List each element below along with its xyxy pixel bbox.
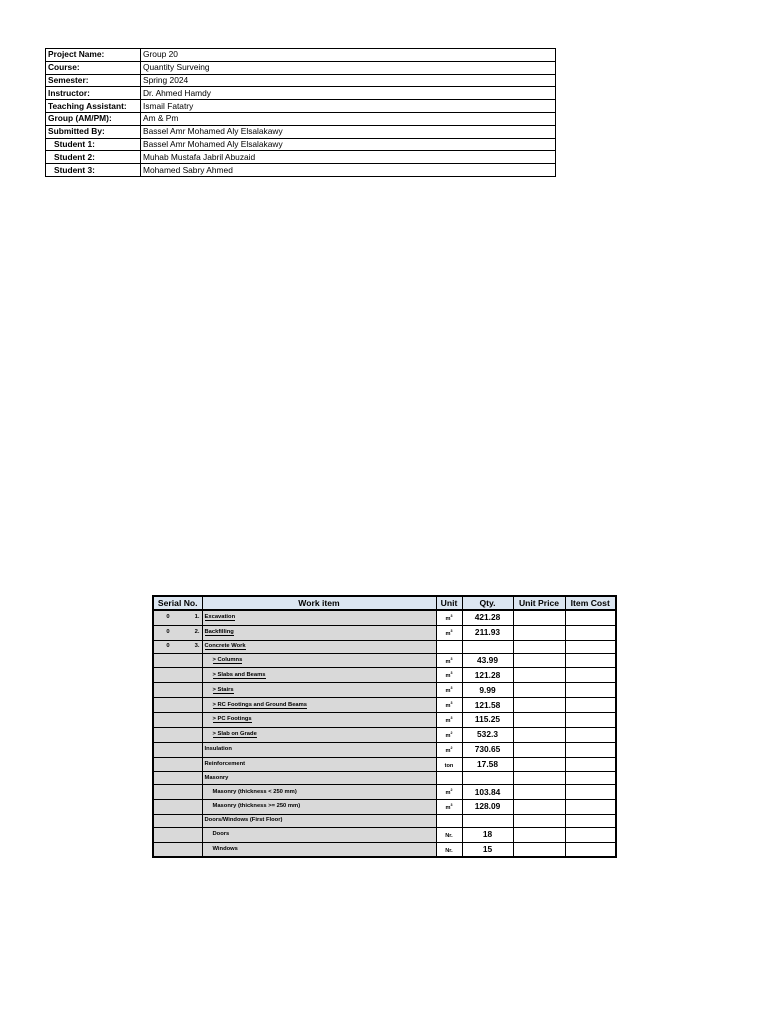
- unit-label: m: [445, 717, 451, 724]
- unit-price-cell[interactable]: [513, 800, 565, 815]
- unit-cell: [436, 800, 462, 815]
- boq-row: [153, 640, 616, 653]
- qty-cell: 43.99: [462, 653, 513, 668]
- info-label: Instructor:: [46, 87, 141, 100]
- boq-row: [153, 610, 616, 625]
- item-cost-cell[interactable]: [565, 683, 616, 698]
- unit-price-header: Unit Price: [513, 596, 565, 610]
- serial-cell: [153, 800, 202, 815]
- unit-exponent: 3: [450, 656, 453, 661]
- unit-label: m: [445, 732, 451, 739]
- work-item-label: > RC Footings and Ground Beams: [212, 701, 308, 708]
- info-row: [46, 138, 556, 151]
- unit-label: m: [445, 804, 451, 811]
- unit-cell: [436, 785, 462, 800]
- unit-cell: [436, 842, 462, 857]
- unit-price-cell[interactable]: [513, 842, 565, 857]
- work-item-cell: [202, 640, 436, 653]
- work-item-label: Doors: [212, 831, 230, 838]
- info-value: Group 20: [141, 49, 556, 62]
- project-info-table: [45, 48, 556, 177]
- unit-price-cell[interactable]: [513, 698, 565, 713]
- unit-cell: [436, 653, 462, 668]
- qty-cell: 15: [462, 842, 513, 857]
- info-label: Course:: [46, 61, 141, 74]
- unit-label: m: [445, 673, 451, 680]
- unit-cell: [436, 625, 462, 640]
- unit-exponent: 3: [450, 686, 453, 691]
- work-item-label: Concrete Work: [204, 643, 246, 650]
- serial-cell: [153, 683, 202, 698]
- unit-label: m: [445, 688, 451, 695]
- item-cost-cell[interactable]: [565, 742, 616, 757]
- info-value: Bassel Amr Mohamed Aly Elsalakawy: [141, 138, 556, 151]
- unit-cell: [436, 757, 462, 772]
- unit-label: m: [445, 615, 451, 622]
- work-item-cell: [202, 814, 436, 827]
- info-label: Student 2:: [46, 151, 141, 164]
- qty-cell: [462, 772, 513, 785]
- boq-header-row: [153, 596, 616, 610]
- unit-label: m: [445, 790, 451, 797]
- info-value: Am & Pm: [141, 112, 556, 125]
- unit-label: m: [445, 658, 451, 665]
- unit-cell: [436, 683, 462, 698]
- unit-exponent: 3: [450, 803, 453, 808]
- unit-label: m: [445, 702, 451, 709]
- item-cost-cell[interactable]: [565, 640, 616, 653]
- serial-cell: [153, 698, 202, 713]
- unit-cell: [436, 814, 462, 827]
- item-cost-cell[interactable]: [565, 698, 616, 713]
- work-item-label: Masonry (thickness >= 250 mm): [212, 803, 301, 810]
- work-item-cell: [202, 668, 436, 683]
- boq-row: [153, 757, 616, 772]
- info-value: Dr. Ahmed Hamdy: [141, 87, 556, 100]
- unit-price-cell[interactable]: [513, 683, 565, 698]
- serial-cell: [153, 785, 202, 800]
- work-item-cell: [202, 712, 436, 727]
- item-cost-cell[interactable]: [565, 757, 616, 772]
- unit-header: Unit: [436, 596, 462, 610]
- info-row: [46, 112, 556, 125]
- item-cost-cell[interactable]: [565, 772, 616, 785]
- serial-zero: 0: [166, 629, 170, 636]
- serial-cell: [153, 653, 202, 668]
- work-item-label: > PC Footings: [212, 716, 252, 723]
- qty-cell: [462, 814, 513, 827]
- info-row: [46, 125, 556, 138]
- unit-exponent: 2: [450, 788, 453, 793]
- item-cost-cell[interactable]: [565, 814, 616, 827]
- unit-price-cell[interactable]: [513, 668, 565, 683]
- item-cost-cell[interactable]: [565, 625, 616, 640]
- serial-cell: [153, 742, 202, 757]
- serial-no-header: Serial No.: [153, 596, 202, 610]
- item-cost-cell[interactable]: [565, 610, 616, 625]
- info-label: Group (AM/PM):: [46, 112, 141, 125]
- boq-row: [153, 800, 616, 815]
- item-cost-cell[interactable]: [565, 727, 616, 742]
- info-label: Submitted By:: [46, 125, 141, 138]
- unit-label: Nr.: [445, 847, 453, 854]
- serial-number: 1.: [194, 614, 200, 621]
- work-item-label: > Slab on Grade: [212, 731, 257, 738]
- unit-price-cell[interactable]: [513, 814, 565, 827]
- unit-cell: [436, 610, 462, 625]
- boq-row: [153, 785, 616, 800]
- serial-number: 3.: [194, 643, 200, 650]
- info-value: Mohamed Sabry Ahmed: [141, 164, 556, 177]
- qty-cell: [462, 640, 513, 653]
- qty-cell: 121.58: [462, 698, 513, 713]
- item-cost-cell[interactable]: [565, 785, 616, 800]
- unit-price-cell[interactable]: [513, 625, 565, 640]
- info-label: Student 1:: [46, 138, 141, 151]
- item-cost-cell[interactable]: [565, 712, 616, 727]
- boq-row: [153, 814, 616, 827]
- work-item-label: > Columns: [212, 656, 243, 663]
- unit-cell: [436, 727, 462, 742]
- unit-label: m: [445, 630, 451, 637]
- serial-cell: [153, 772, 202, 785]
- work-item-cell: [202, 800, 436, 815]
- unit-price-cell[interactable]: [513, 772, 565, 785]
- work-item-label: Masonry (thickness < 250 mm): [212, 788, 297, 795]
- work-item-cell: [202, 727, 436, 742]
- boq-row: [153, 698, 616, 713]
- info-row: [46, 100, 556, 113]
- info-value: Spring 2024: [141, 74, 556, 87]
- unit-price-cell[interactable]: [513, 640, 565, 653]
- work-item-header: Work item: [202, 596, 436, 610]
- work-item-cell: [202, 827, 436, 842]
- work-item-cell: [202, 610, 436, 625]
- qty-cell: 211.93: [462, 625, 513, 640]
- unit-exponent: 3: [450, 628, 453, 633]
- qty-cell: 18: [462, 827, 513, 842]
- qty-cell: 9.99: [462, 683, 513, 698]
- unit-exponent: 3: [450, 614, 453, 618]
- boq-row: [153, 772, 616, 785]
- work-item-cell: [202, 653, 436, 668]
- unit-price-cell[interactable]: [513, 610, 565, 625]
- unit-cell: [436, 772, 462, 785]
- qty-cell: 128.09: [462, 800, 513, 815]
- serial-zero: 0: [166, 643, 170, 650]
- unit-cell: [436, 827, 462, 842]
- unit-price-cell[interactable]: [513, 653, 565, 668]
- serial-cell: [153, 727, 202, 742]
- info-label: Semester:: [46, 74, 141, 87]
- unit-cell: [436, 698, 462, 713]
- serial-cell: [153, 610, 202, 625]
- serial-cell: [153, 640, 202, 653]
- info-value: Muhab Mustafa Jabril Abuzaid: [141, 151, 556, 164]
- boq-row: [153, 742, 616, 757]
- work-item-label: Reinforcement: [204, 760, 246, 767]
- work-item-label: > Stairs: [212, 686, 234, 693]
- item-cost-cell[interactable]: [565, 842, 616, 857]
- info-row: [46, 74, 556, 87]
- unit-price-cell[interactable]: [513, 757, 565, 772]
- unit-cell: [436, 668, 462, 683]
- work-item-cell: [202, 842, 436, 857]
- unit-label: Nr.: [445, 832, 453, 839]
- qty-cell: 115.25: [462, 712, 513, 727]
- boq-row: [153, 842, 616, 857]
- serial-cell: [153, 757, 202, 772]
- bill-of-quantities-table: [152, 595, 617, 858]
- work-item-label: Windows: [212, 845, 238, 852]
- unit-exponent: 3: [450, 701, 453, 706]
- work-item-label: Backfilling: [204, 629, 234, 636]
- unit-exponent: 3: [450, 715, 453, 720]
- boq-row: [153, 712, 616, 727]
- item-cost-cell[interactable]: [565, 668, 616, 683]
- info-label: Project Name:: [46, 49, 141, 62]
- boq-row: [153, 625, 616, 640]
- work-item-cell: [202, 785, 436, 800]
- serial-cell: [153, 814, 202, 827]
- work-item-cell: [202, 683, 436, 698]
- qty-header: Qty.: [462, 596, 513, 610]
- boq-row: [153, 668, 616, 683]
- unit-cell: [436, 640, 462, 653]
- work-item-cell: [202, 757, 436, 772]
- info-row: [46, 164, 556, 177]
- item-cost-cell[interactable]: [565, 653, 616, 668]
- info-value: Quantity Surveing: [141, 61, 556, 74]
- work-item-cell: [202, 772, 436, 785]
- work-item-label: Insulation: [204, 746, 232, 753]
- boq-row: [153, 683, 616, 698]
- serial-cell: [153, 668, 202, 683]
- qty-cell: 421.28: [462, 610, 513, 625]
- unit-exponent: 3: [450, 671, 453, 676]
- info-value: Ismail Fatatry: [141, 100, 556, 113]
- qty-cell: 532.3: [462, 727, 513, 742]
- info-value: Bassel Amr Mohamed Aly Elsalakawy: [141, 125, 556, 138]
- work-item-label: Excavation: [204, 614, 236, 621]
- info-row: [46, 151, 556, 164]
- serial-cell: [153, 625, 202, 640]
- serial-number: 2.: [194, 629, 200, 636]
- unit-exponent: 2: [450, 730, 453, 735]
- item-cost-cell[interactable]: [565, 827, 616, 842]
- qty-cell: 103.84: [462, 785, 513, 800]
- qty-cell: 730.65: [462, 742, 513, 757]
- info-label: Teaching Assistant:: [46, 100, 141, 113]
- work-item-cell: [202, 742, 436, 757]
- info-label: Student 3:: [46, 164, 141, 177]
- work-item-cell: [202, 625, 436, 640]
- work-item-label: > Slabs and Beams: [212, 671, 266, 678]
- work-item-label: Doors/Windows (First Floor): [204, 817, 283, 824]
- unit-price-cell[interactable]: [513, 712, 565, 727]
- item-cost-cell[interactable]: [565, 800, 616, 815]
- unit-exponent: 2: [450, 745, 453, 750]
- info-row: [46, 87, 556, 100]
- item-cost-header: Item Cost: [565, 596, 616, 610]
- serial-cell: [153, 827, 202, 842]
- unit-cell: [436, 712, 462, 727]
- unit-price-cell[interactable]: [513, 785, 565, 800]
- boq-row: [153, 727, 616, 742]
- work-item-cell: [202, 698, 436, 713]
- unit-cell: [436, 742, 462, 757]
- boq-row: [153, 653, 616, 668]
- serial-cell: [153, 842, 202, 857]
- unit-label: ton: [444, 762, 454, 769]
- qty-cell: 121.28: [462, 668, 513, 683]
- unit-price-cell[interactable]: [513, 827, 565, 842]
- info-row: [46, 61, 556, 74]
- info-row: [46, 49, 556, 62]
- work-item-label: Masonry: [204, 774, 229, 781]
- boq-row: [153, 827, 616, 842]
- qty-cell: 17.58: [462, 757, 513, 772]
- serial-zero: 0: [166, 614, 170, 621]
- unit-price-cell[interactable]: [513, 742, 565, 757]
- unit-price-cell[interactable]: [513, 727, 565, 742]
- serial-cell: [153, 712, 202, 727]
- unit-label: m: [445, 747, 451, 754]
